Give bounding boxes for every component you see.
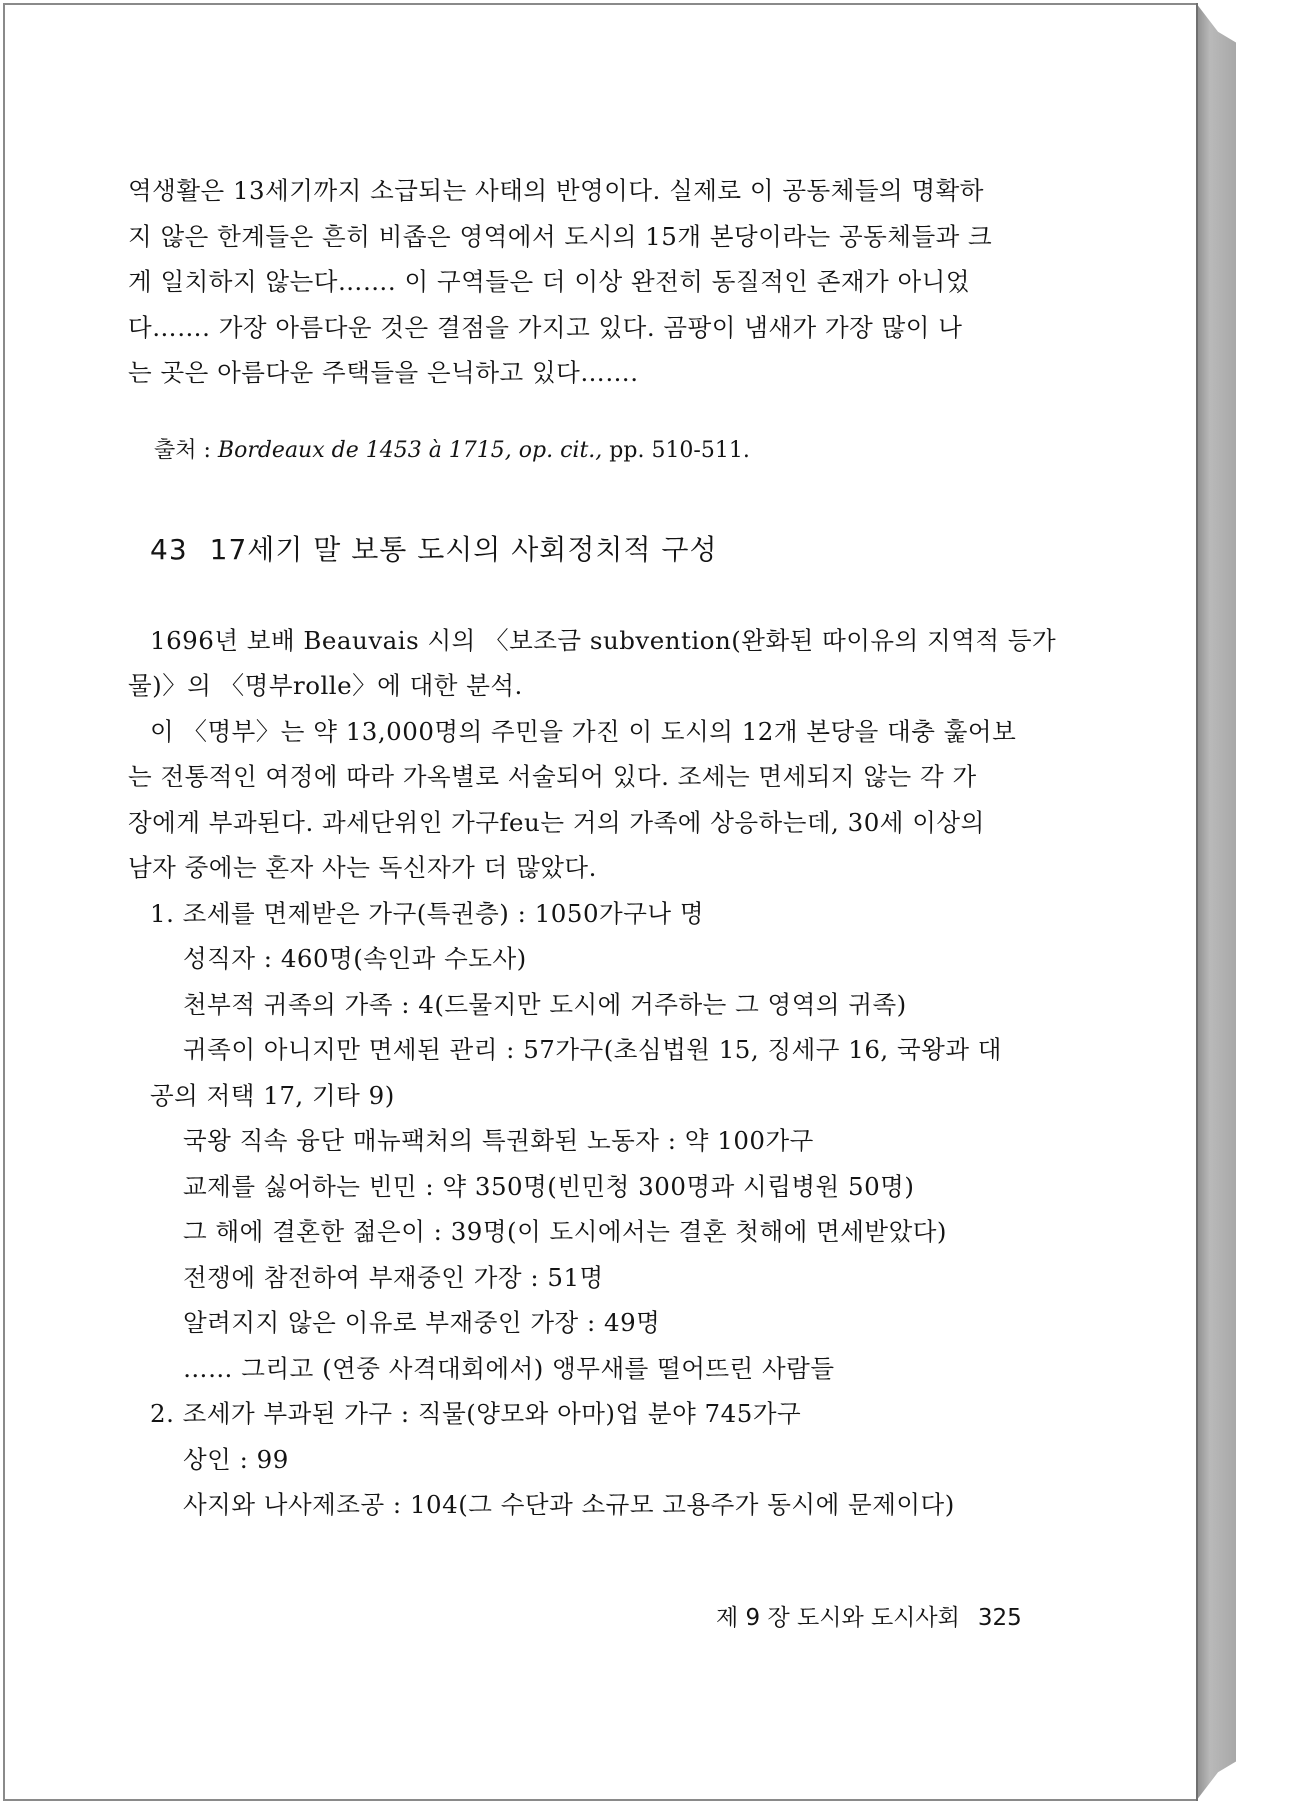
source-prefix: 출처 : bbox=[154, 437, 218, 463]
list-item: 사지와 나사제조공 : 104(그 수단과 소규모 고용주가 동시에 문제이다) bbox=[183, 1490, 955, 1519]
body-paragraph bbox=[128, 709, 1017, 891]
list-item: 상인 : 99 bbox=[183, 1444, 289, 1474]
text-line: 게 일치하지 않는다……. 이 구역들은 더 이상 완전히 동질적인 존재가 아니었 bbox=[128, 267, 971, 296]
text-line: 이 〈명부〉는 약 13,000명의 주민을 가진 이 도시의 12개 본당을 대충 훑어보 bbox=[150, 716, 1017, 746]
list-item-heading: 1. 조세를 면제받은 가구(특권층) : 1050가구나 명 bbox=[150, 898, 704, 928]
page-number: 325 bbox=[977, 1605, 1022, 1631]
text-line: 지 않은 한계들은 흔히 비좁은 영역에서 도시의 15개 본당이라는 공동체들과 크 bbox=[128, 221, 993, 251]
text-line: 역생활은 13세기까지 소급되는 사태의 반영이다. 실제로 이 공동체들의 명확하 bbox=[128, 176, 984, 205]
list-item: 천부적 귀족의 가족 : 4(드물지만 도시에 거주하는 그 영역의 귀족) bbox=[183, 989, 907, 1019]
list-item-continuation: 공의 저택 17, 기타 9) bbox=[150, 1080, 395, 1110]
text-line: 는 곳은 아름다운 주택들을 은닉하고 있다……. bbox=[128, 358, 639, 387]
text-line: 다……. 가장 아름다운 것은 결점을 가지고 있다. 곰팡이 냄새가 가장 많이 나 bbox=[128, 312, 963, 342]
text-line: 는 전통적인 여정에 따라 가옥별로 서술되어 있다. 조세는 면세되지 않는 각 가 bbox=[128, 762, 977, 791]
intro-paragraph bbox=[128, 618, 1057, 709]
list-item: 교제를 싫어하는 빈민 : 약 350명(빈민청 300명과 시립병원 50명) bbox=[183, 1171, 915, 1201]
text-line: 물)〉의 〈명부rolle〉에 대한 분석. bbox=[128, 671, 523, 700]
page-footer bbox=[716, 1603, 1022, 1633]
source-pages: pp. 510-511. bbox=[602, 437, 750, 463]
section-heading bbox=[128, 532, 1008, 568]
top-paragraph bbox=[128, 168, 1008, 396]
list-item: …… 그리고 (연중 사격대회에서) 앵무새를 떨어뜨린 사람들 bbox=[183, 1353, 835, 1383]
page-edge bbox=[1196, 3, 1236, 1801]
source-citation bbox=[128, 436, 1008, 466]
page-content bbox=[128, 168, 1057, 1528]
composition-list bbox=[128, 891, 1008, 1528]
section-title: 17세기 말 보통 도시의 사회정치적 구성 bbox=[209, 532, 718, 566]
list-item: 성직자 : 460명(속인과 수도사) bbox=[183, 944, 527, 973]
chapter-title: 제 9 장 도시와 도시사회 bbox=[716, 1605, 960, 1631]
list-item: 귀족이 아니지만 면세된 관리 : 57가구(초심법원 15, 징세구 16, 국왕과 대 bbox=[183, 1035, 1002, 1064]
text-line: 1696년 보배 Beauvais 시의 〈보조금 subvention(완화된 따이유의 지역적 등가 bbox=[150, 625, 1057, 655]
page-edge-line bbox=[1196, 3, 1198, 1801]
list-item: 그 해에 결혼한 젊은이 : 39명(이 도시에서는 결혼 첫해에 면세받았다) bbox=[183, 1217, 947, 1246]
text-line: 장에게 부과된다. 과세단위인 가구feu는 거의 가족에 상응하는데, 30세 이상의 bbox=[128, 807, 985, 837]
list-item: 알려지지 않은 이유로 부재중인 가장 : 49명 bbox=[183, 1308, 661, 1337]
list-item: 국왕 직속 융단 매뉴팩처의 특권화된 노동자 : 약 100가구 bbox=[183, 1126, 814, 1155]
list-item: 전쟁에 참전하여 부재중인 가장 : 51명 bbox=[183, 1262, 604, 1292]
list-item-heading: 2. 조세가 부과된 가구 : 직물(양모와 아마)업 분야 745가구 bbox=[150, 1399, 802, 1428]
source-title: Bordeaux de 1453 à 1715, op. cit., bbox=[217, 437, 603, 463]
section-number: 43 bbox=[150, 532, 188, 566]
text-line: 남자 중에는 혼자 사는 독신자가 더 많았다. bbox=[128, 853, 597, 882]
